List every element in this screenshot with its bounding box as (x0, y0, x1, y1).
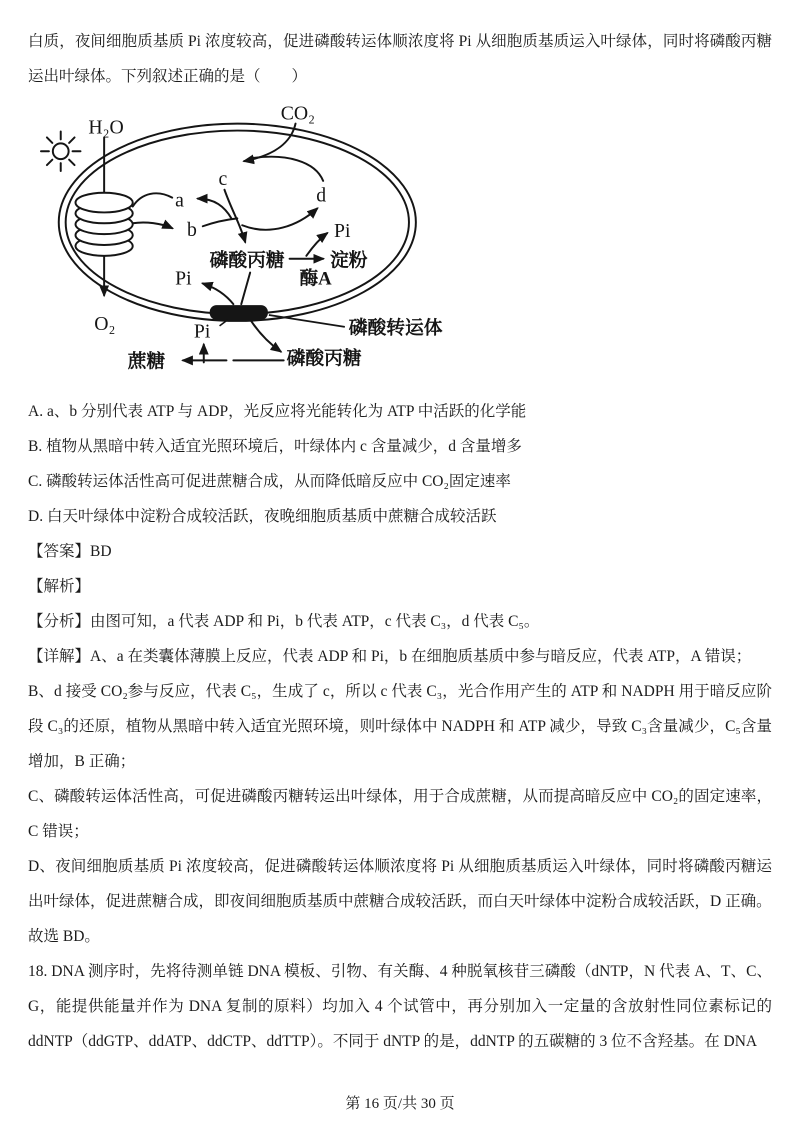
pi-label-bottom: Pi (193, 320, 211, 343)
pi-label-top: Pi (333, 220, 351, 243)
label-c: c (218, 167, 228, 190)
thylakoid-stack (76, 193, 133, 256)
detail-option-b: B、d 接受 CO₂参与反应，代表 C₅，生成了 c，所以 c 代表 C₃，光合作用产生的 ATP 和 NADPH 用于暗反应阶段 C₃的还原，植物从黑暗中转入适宜光照环境，则叶绿体中 NADPH 和 ATP 减少，导致 C₃含量减少，C₅含量增加，B 正确； (28, 683, 772, 770)
co2-label: CO₂ (280, 102, 315, 125)
starch-label: 淀粉 (330, 250, 368, 272)
page-footer: 第 16 页/共 30 页 (345, 1096, 455, 1112)
label-b: b (186, 219, 197, 242)
triose-outside-label: 磷酸丙糖 (286, 348, 362, 370)
grana-to-b-arrow (133, 223, 172, 229)
a-to-grana-arc (133, 193, 172, 206)
answer-line: 【答案】BD (28, 543, 112, 560)
enzyme-a-label: 酶A (299, 268, 332, 290)
transporter-to-outer-triose-arrow (251, 321, 281, 352)
option-c: C. 磷酸转运体活性高可促进蔗糖合成，从而降低暗反应中 CO₂固定速率 (28, 473, 511, 490)
c-to-triose-arrow (224, 190, 245, 242)
conclusion-line: 故选 BD。 (28, 928, 100, 945)
question-18-text: 18. DNA 测序时，先将待测单链 DNA 模板、引物、有关酶、4 种脱氧核苷三磷酸（dNTP，N 代表 A、T、C、G，能提供能量并作为 DNA 复制的原料）均加入 4 个试管中，再分别加入一定量的含放射性同位素标记的 ddNTP（ddGTP、ddATP、ddCTP、ddTTP）。不同于 dNTP 的是，ddNTP 的五碳糖的 3 位不含羟基。在 DNA (28, 963, 772, 1050)
option-b: B. 植物从黑暗中转入适宜光照环境后，叶绿体内 c 含量减少，d 含量增多 (28, 438, 522, 455)
sucrose-label: 蔗糖 (127, 351, 166, 373)
h2o-label: H₂O (88, 116, 124, 139)
starch-pi-release-arrow (306, 233, 327, 256)
transporter-pointer-line (269, 315, 345, 327)
triose-to-transporter-line (241, 273, 250, 305)
transporter-label: 磷酸转运体 (348, 317, 443, 339)
question-intro: 白质，夜间细胞质基质 Pi 浓度较高，促进磷酸转运体顺浓度将 Pi 从细胞质基质运入叶绿体，同时将磷酸丙糖运出叶绿体。下列叙述正确的是（ ） (28, 33, 772, 85)
phosphate-transporter (210, 305, 268, 320)
triose-inside-label: 磷酸丙糖 (209, 250, 285, 272)
analysis-header: 【解析】 (28, 578, 91, 595)
option-d: D. 白天叶绿体中淀粉合成较活跃，夜晚细胞质基质中蔗糖合成较活跃 (28, 508, 497, 525)
cycle-arc-to-d-arrow (242, 208, 317, 229)
analysis-text: 【分析】由图可知，a 代表 ADP 和 Pi，b 代表 ATP，c 代表 C₃，d 代表 C₅。 (28, 613, 540, 630)
o2-label: O₂ (94, 312, 116, 335)
label-a: a (175, 189, 184, 212)
detail-option-d: D、夜间细胞质基质 Pi 浓度较高，促进磷酸转运体顺浓度将 Pi 从细胞质基质运入叶绿体，同时将磷酸丙糖运出叶绿体，促进蔗糖合成，即夜间细胞质基质中蔗糖合成较活跃，而白天叶绿体中淀粉合成较活跃，D 正确。 (28, 858, 772, 910)
option-a: A. a、b 分别代表 ATP 与 ADP，光反应将光能转化为 ATP 中活跃的化学能 (28, 403, 527, 420)
transporter-to-pi-arrow (203, 283, 234, 304)
cycle-to-a-arrow (198, 199, 232, 219)
sun-icon (41, 132, 80, 171)
cycle-arc-d-to-c (252, 157, 323, 181)
chloroplast-diagram (30, 98, 490, 390)
detail-option-c: C、磷酸转运体活性高，可促进磷酸丙糖转运出叶绿体，用于合成蔗糖，从而提高暗反应中 CO₂的固定速率，C 错误； (28, 788, 772, 840)
chloroplast-figure (30, 98, 490, 390)
pi-label-inner: Pi (175, 267, 192, 290)
detail-option-a: 【详解】A、a 在类囊体薄膜上反应，代表 ADP 和 Pi，b 在细胞质基质中参与暗反应，代表 ATP，A 错误； (28, 648, 752, 665)
b-to-cycle-arc (203, 218, 238, 226)
co2-entry-arrow (244, 124, 295, 161)
label-d: d (316, 184, 327, 207)
